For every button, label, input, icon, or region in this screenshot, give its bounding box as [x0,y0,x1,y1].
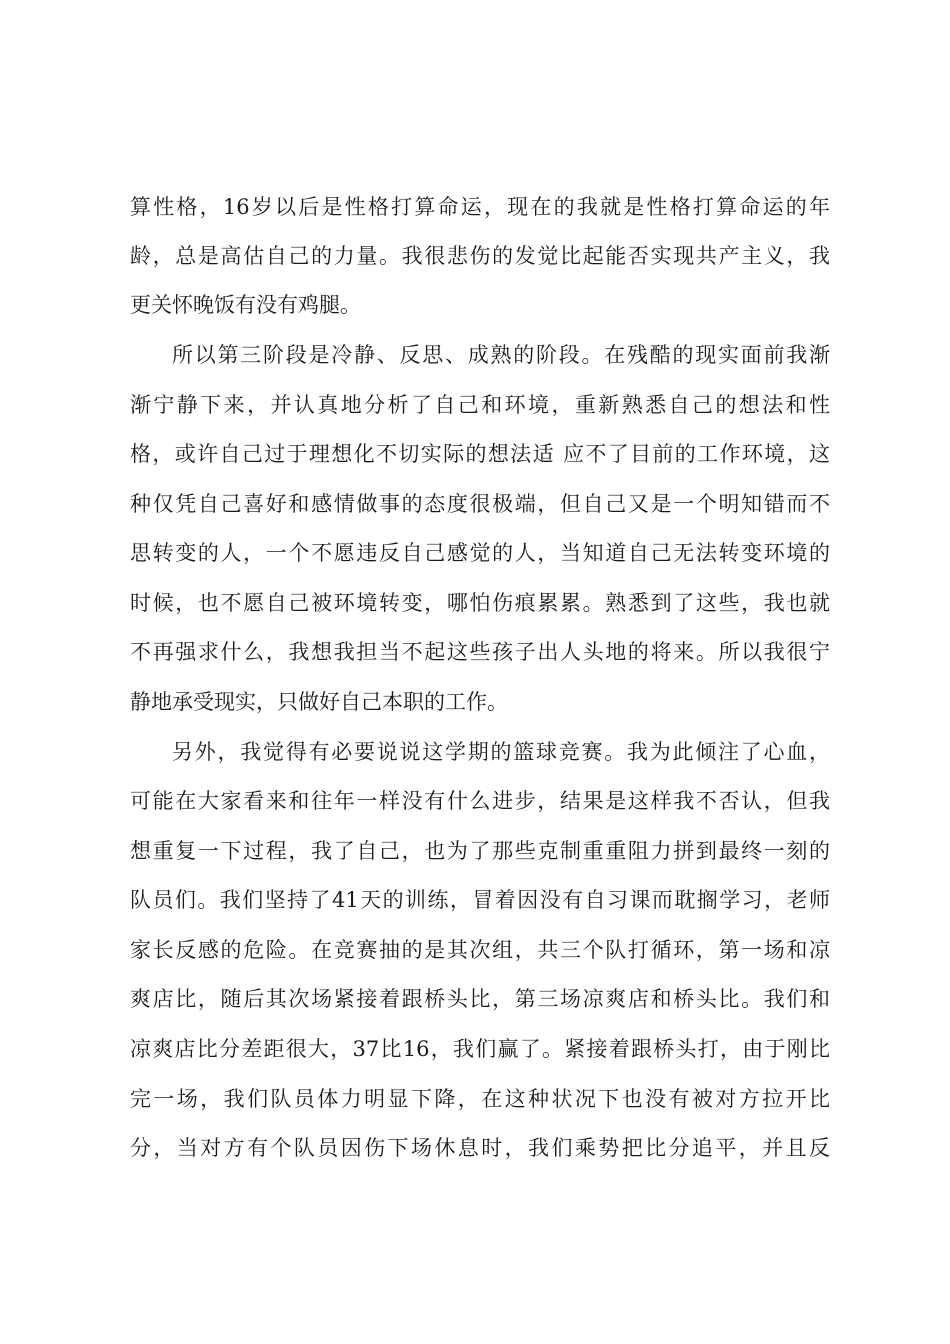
paragraph-start-line: 所以第三阶段是冷静、反思、成熟的阶段。在残酷的现实面前我渐 [172,343,830,367]
text-line: 可能在大家看来和往年一样没有什么进步，结果是这样我不否认，但我 [130,789,830,813]
text-line: 完一场，我们队员体力明显下降，在这种状况下也没有被对方拉开比 [130,1087,830,1111]
text-line: 想重复一下过程，我了自己，也为了那些克制重重阻力拼到最终一刻的 [130,839,830,863]
text-line: 种仅凭自己喜好和感情做事的态度很极端，但自己又是一个明知错而不 [130,492,830,516]
text-line: 格，或许自己过于理想化不切实际的想法适 应不了目前的工作环境，这 [130,442,830,466]
text-line: 凉爽店比分差距很大，37比16，我们赢了。紧接着跟桥头打，由于刚比 [130,1037,830,1061]
text-line: 家长反感的危险。在竞赛抽的是其次组，共三个队打循环，第一场和凉 [130,938,830,962]
text-line: 爽店比，随后其次场紧接着跟桥头比，第三场凉爽店和桥头比。我们和 [130,987,830,1011]
text-line: 不再强求什么，我想我担当不起这些孩子出人头地的将来。所以我很宁 [130,640,830,664]
text-line: 分，当对方有个队员因伤下场休息时，我们乘势把比分追平，并且反 [130,1136,830,1160]
text-line: 算性格，16岁以后是性格打算命运，现在的我就是性格打算命运的年 [130,195,830,219]
text-line: 队员们。我们坚持了41天的训练，冒着因没有自习课而耽搁学习，老师 [130,888,830,912]
text-line: 龄，总是高估自己的力量。我很悲伤的发觉比起能否实现共产主义，我 [130,244,830,268]
text-line: 思转变的人，一个不愿违反自己感觉的人，当知道自己无法转变环境的 [130,541,830,565]
paragraph-start-line: 另外，我觉得有必要说说这学期的篮球竞赛。我为此倾注了心血， [172,740,830,764]
text-line: 静地承受现实，只做好自己本职的工作。 [130,690,508,714]
text-line: 时候，也不愿自己被环境转变，哪怕伤痕累累。熟悉到了这些，我也就 [130,591,830,615]
text-line: 渐宁静下来，并认真地分析了自己和环境，重新熟悉自己的想法和性 [130,393,830,417]
text-line: 更关怀晚饭有没有鸡腿。 [130,293,361,317]
